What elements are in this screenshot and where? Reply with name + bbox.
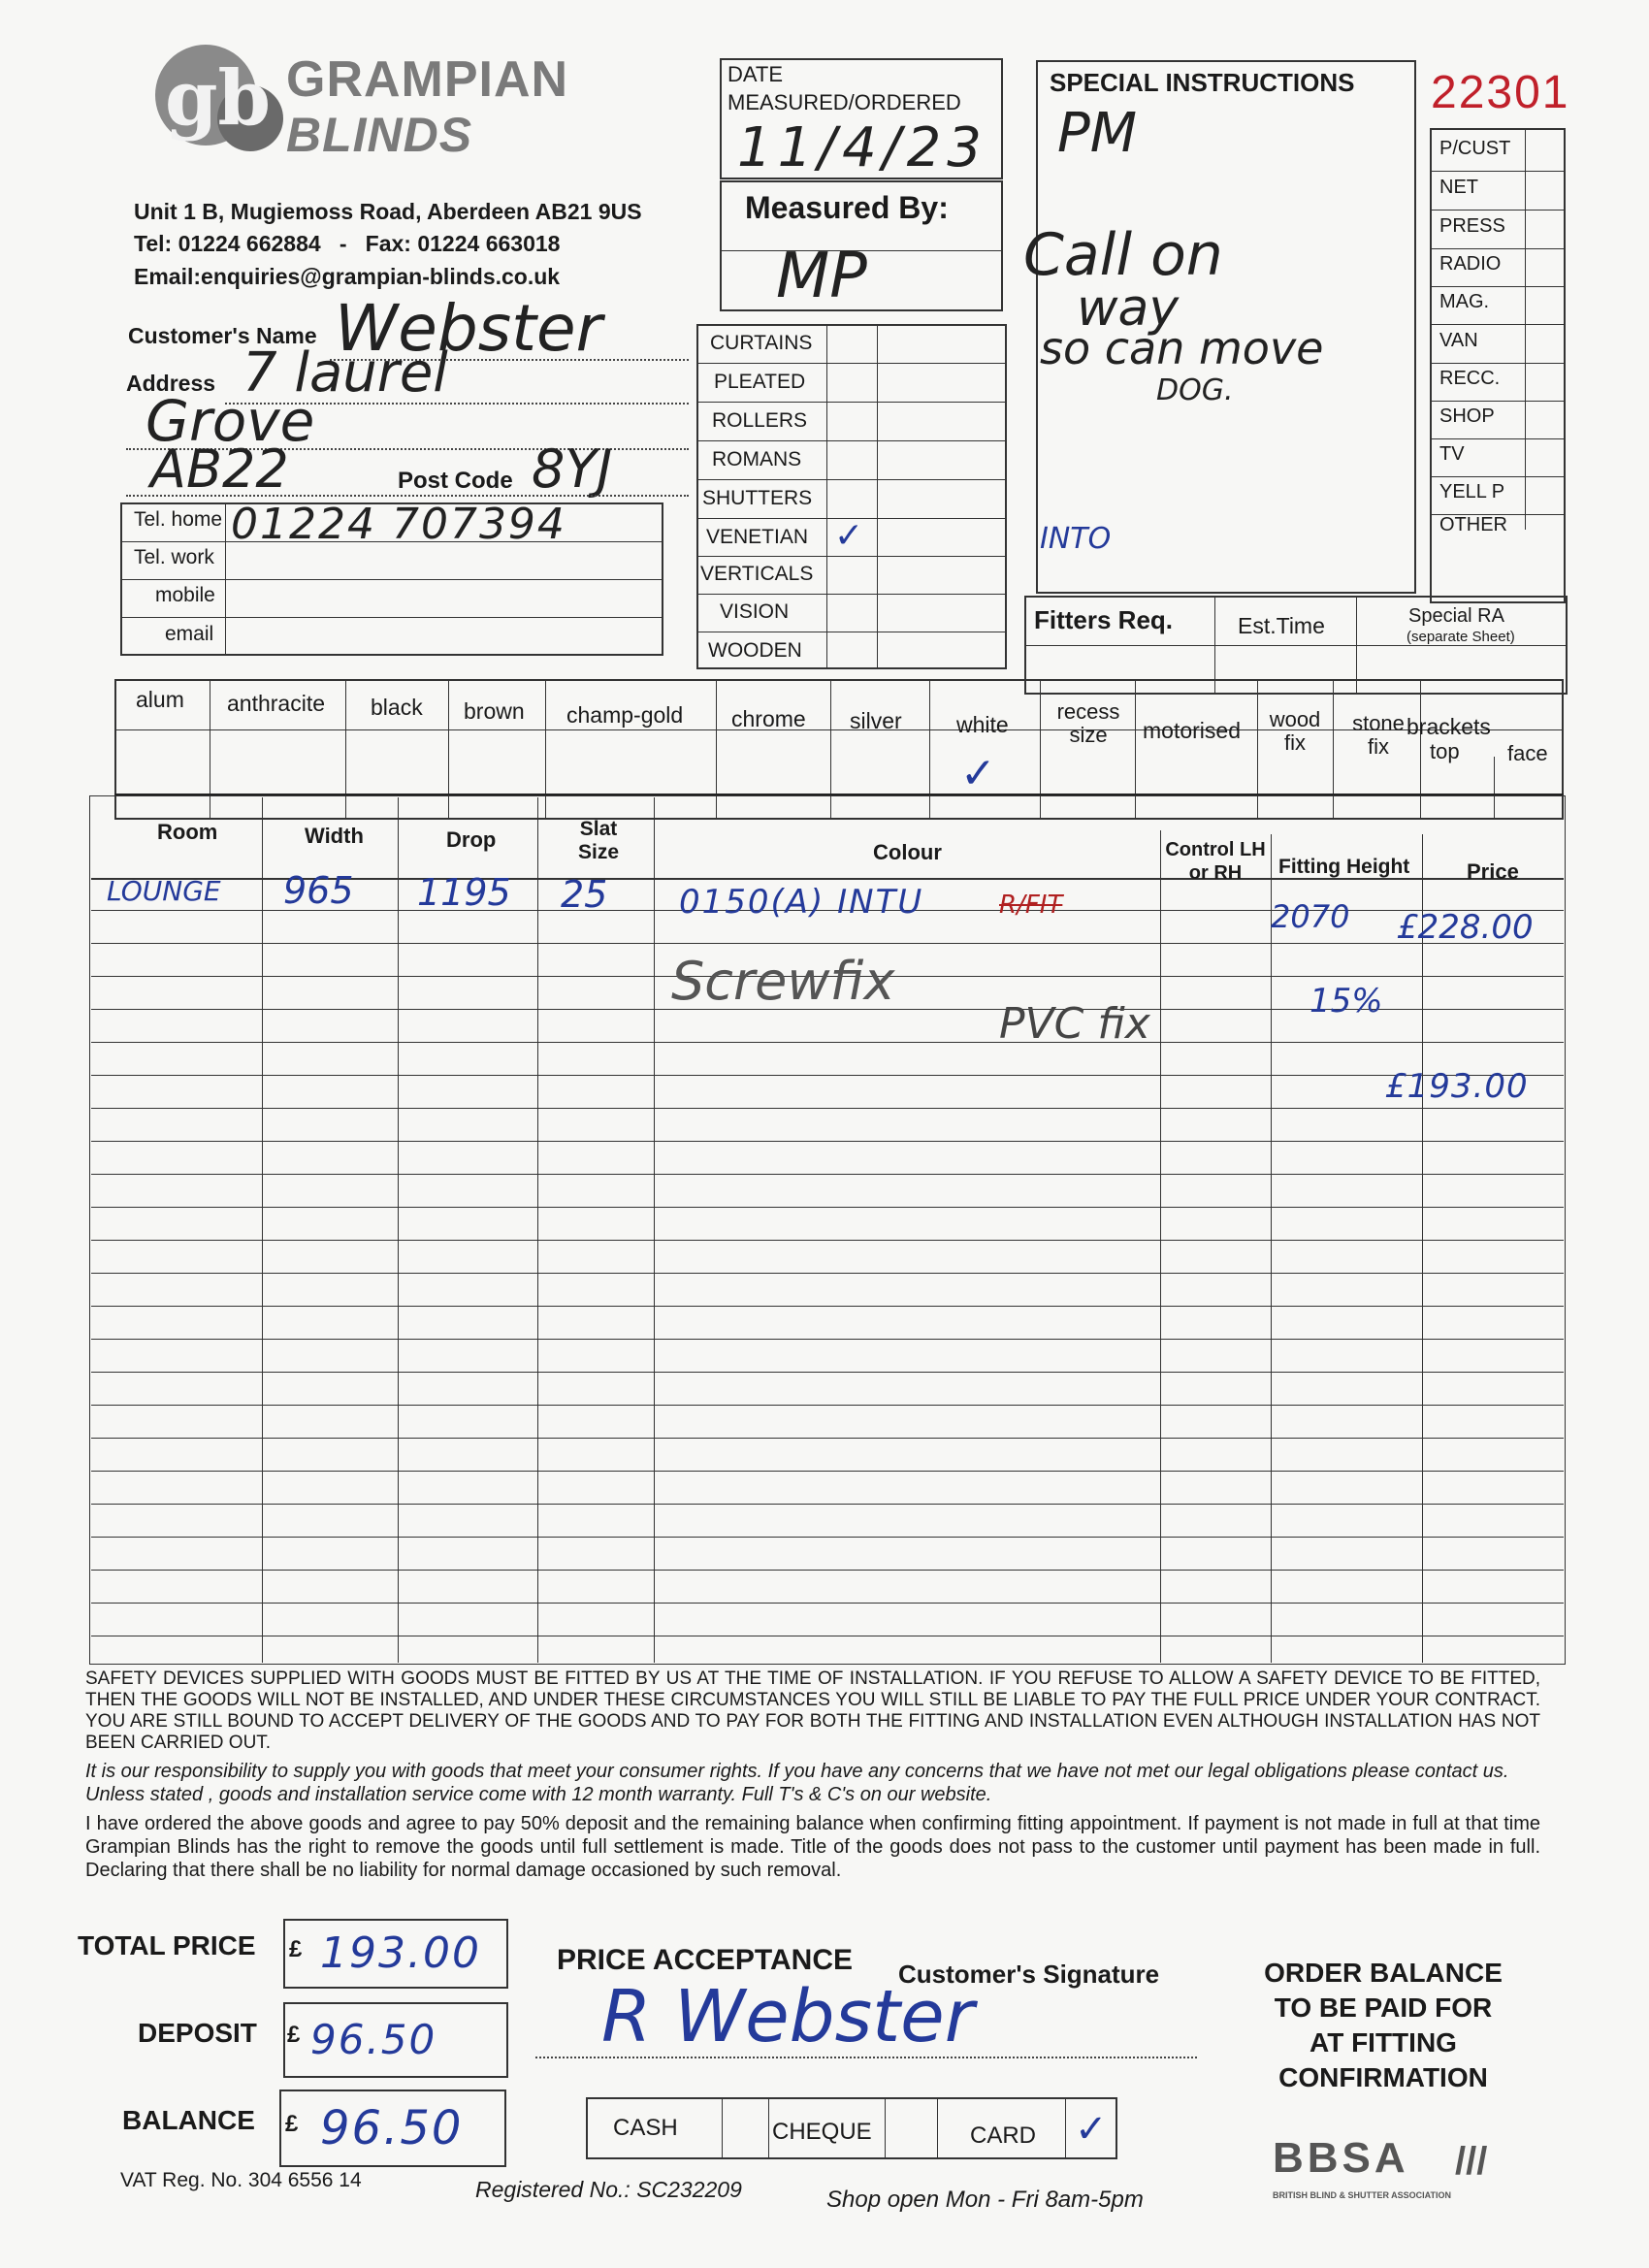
registered-no: Registered No.: SC232209 [475,2177,742,2202]
white-check[interactable]: ✓ [960,749,996,798]
blind-type-curtains[interactable]: CURTAINS [710,332,813,354]
option-white[interactable]: white [956,712,1009,737]
option-brackets-top[interactable]: top [1430,739,1460,763]
source-radio[interactable]: RADIO [1439,253,1502,275]
source-yellp[interactable]: YELL P [1439,481,1505,502]
header-fitting-height: Fitting Height [1278,856,1410,878]
postcode-label: Post Code [398,468,513,494]
special-instructions-line2: Call on [1023,221,1223,289]
est-time-label: Est.Time [1238,613,1325,638]
tel-home-value[interactable]: 01224 707394 [231,500,566,549]
order-note-line2: TO BE PAID FOR [1274,1993,1493,2023]
order-note-line3: AT FITTING [1310,2027,1457,2057]
address-label: Address [126,371,216,396]
blind-type-shutters[interactable]: SHUTTERS [702,487,813,509]
row1-slat[interactable]: 25 [561,873,608,916]
measured-by-value[interactable]: MP [776,241,867,312]
special-instructions-note: INTO [1040,522,1112,556]
company-address: Unit 1 B, Mugiemoss Road, Aberdeen AB21 9US [134,199,642,224]
source-van[interactable]: VAN [1439,330,1478,351]
option-brackets-face[interactable]: face [1507,741,1548,765]
bbsa-logo: BBSA [1273,2134,1409,2182]
header-room: Room [157,820,218,844]
measured-by-label: Measured By: [745,190,949,225]
source-net[interactable]: NET [1439,177,1478,198]
option-chrome[interactable]: chrome [731,706,806,731]
blind-type-vision[interactable]: VISION [720,600,790,623]
order-note-line1: ORDER BALANCE [1264,1958,1503,1988]
payment-cheque[interactable]: CHEQUE [772,2119,872,2145]
tel-home-label: Tel. home [134,508,223,531]
customer-name[interactable]: Webster [335,291,602,366]
address-line3[interactable]: AB22 [150,438,289,500]
special-ra-label: Special RA [1408,605,1504,627]
option-champ-gold[interactable]: champ-gold [566,702,684,728]
header-width: Width [305,824,364,848]
row2-colour[interactable]: Screwfix [671,951,895,1012]
form-number: 22301 [1431,67,1570,118]
price-acceptance-label: PRICE ACCEPTANCE [557,1944,854,1976]
date-measured-label: DATE MEASURED/ORDERED [728,62,961,114]
balance-value[interactable]: 96.50 [320,2101,464,2155]
option-stone-fix[interactable]: stone fix [1352,711,1405,759]
terms-deposit: I have ordered the above goods and agree to pay 50% deposit and the remaining balance when confirming fitting appointment. If payment is not made in full at that time Grampian Blinds has the right to remove the goods until full settlement is made. Title of the goods does not pass to the customer until payment has been made in full. Declaring that there shall be no liability for normal damage occasioned by such removal. [85,1813,1540,1881]
source-recc[interactable]: RECC. [1439,368,1501,389]
option-anthracite[interactable]: anthracite [227,691,326,716]
option-silver[interactable]: silver [850,708,902,733]
total-price-value[interactable]: 193.00 [320,1928,481,1978]
customer-signature-label: Customer's Signature [898,1960,1160,1989]
blind-type-verticals[interactable]: VERTICALS [700,563,814,585]
option-alum[interactable]: alum [136,687,184,712]
customer-signature[interactable]: R Webster [601,1975,975,2058]
blind-type-venetian[interactable]: VENETIAN [706,526,809,548]
special-instructions-line4: so can move [1040,322,1324,374]
card-check[interactable]: ✓ [1075,2107,1108,2152]
logo-mark [136,39,291,155]
row3-fitting[interactable]: 15% [1310,982,1383,1021]
shop-hours: Shop open Mon - Fri 8am-5pm [826,2187,1144,2213]
total-price-label: TOTAL PRICE [78,1930,256,1960]
blind-type-rollers[interactable]: ROLLERS [712,409,808,432]
header-drop: Drop [446,827,497,852]
source-tv[interactable]: TV [1439,443,1465,465]
tel-work-label: Tel. work [134,546,214,568]
vat-reg: VAT Reg. No. 304 6556 14 [120,2169,362,2191]
deposit-currency: £ [287,2022,301,2048]
special-instructions-line1: PM [1057,102,1138,165]
blind-type-wooden[interactable]: WOODEN [708,639,802,662]
row3-colour[interactable]: PVC fix [999,999,1150,1049]
header-price: Price [1467,859,1519,884]
order-note-line4: CONFIRMATION [1278,2062,1488,2092]
row1-room[interactable]: LOUNGE [107,875,221,907]
terms-safety: SAFETY DEVICES SUPPLIED WITH GOODS MUST BE FITTED BY US AT THE TIME OF INSTALLATION. IF YOU REFUSE TO ALLOW A SAFETY DEVICE TO BE FITTED, THEN THE GOODS WILL NOT BE INSTALLED, AND UNDER THESE CIRCUMSTANCES YOU WILL STILL BE LIABLE TO PAY THE FULL PRICE UNDER YOUR CONTRACT. YOU ARE STILL BOUND TO ACCEPT DELIVERY OF THE GOODS AND TO PAY FOR BOTH THE FITTING AND INSTALLATION EVEN ALTHOUGH INSTALLATION HAS NOT BEEN CARRIED OUT. [85,1669,1540,1753]
company-name-line2: BLINDS [286,108,473,162]
source-mag[interactable]: MAG. [1439,291,1490,312]
blind-type-pleated[interactable]: PLEATED [714,371,806,393]
company-name-line1: GRAMPIAN [286,51,569,108]
special-instructions-label: SPECIAL INSTRUCTIONS [1050,68,1355,97]
balance-label: BALANCE [122,2105,255,2135]
row1-width[interactable]: 965 [283,869,354,912]
row1-price[interactable]: £228.00 [1397,908,1534,947]
bbsa-slash-icon: /// [1455,2140,1488,2183]
row1-drop[interactable]: 1195 [417,871,511,914]
header-slat-size: Slat Size [577,818,620,863]
terms-consumer-rights: It is our responsibility to supply you with goods that meet your consumer rights. If you have any concerns that we have not met our legal obligations please contact us. Unless stated , goods and installation service come with 12 month warranty. Full T's & C's on our website. [85,1761,1509,1805]
option-recess-size[interactable]: recess size [1056,699,1120,747]
option-wood-fix[interactable]: wood fix [1269,707,1321,755]
row1-colour-strike: R/FIT [999,891,1063,920]
date-measured-value[interactable]: 11/4/23 [737,116,987,179]
row1-colour[interactable]: 0150(A) INTU [679,883,924,922]
source-pcust[interactable]: P/CUST [1439,138,1511,159]
total-currency: £ [289,1936,303,1962]
company-phone-fax: Tel: 01224 662884 - Fax: 01224 663018 [134,231,561,256]
deposit-label: DEPOSIT [138,2018,257,2048]
email-label: email [165,623,214,645]
postcode[interactable]: 8YJ [532,438,613,500]
address-line2[interactable]: Grove [146,388,315,454]
special-instructions-line3: way [1077,279,1180,338]
venetian-check[interactable]: ✓ [834,516,864,556]
fitters-req-label: Fitters Req. [1034,605,1174,634]
source-shop[interactable]: SHOP [1439,405,1495,427]
mobile-label: mobile [155,584,215,606]
special-instructions-line5: DOG. [1156,373,1234,407]
bbsa-subtitle: BRITISH BLIND & SHUTTER ASSOCIATION [1273,2190,1451,2200]
payment-cash[interactable]: CASH [613,2115,678,2141]
deposit-value[interactable]: 96.50 [310,2016,437,2063]
row4-price[interactable]: £193.00 [1385,1067,1529,1106]
header-control: Control LH or RH [1165,839,1266,884]
payment-card[interactable]: CARD [970,2122,1037,2149]
address-line1[interactable]: 7 laurel [242,341,448,405]
row1-fitting[interactable]: 2070 [1271,898,1350,935]
option-brown[interactable]: brown [464,698,525,724]
option-black[interactable]: black [371,695,423,720]
special-ra-sub: (separate Sheet) [1406,629,1515,645]
option-brackets[interactable]: brackets [1406,714,1491,739]
option-motorised[interactable]: motorised [1143,718,1241,743]
header-colour: Colour [873,840,942,864]
customer-name-label: Customer's Name [128,323,317,348]
company-logo [136,39,291,155]
company-email: Email:enquiries@grampian-blinds.co.uk [134,264,561,289]
source-other[interactable]: OTHER [1439,514,1507,535]
source-press[interactable]: PRESS [1439,215,1505,237]
blind-type-romans[interactable]: ROMANS [712,448,802,470]
logo-text: gb [165,54,272,143]
balance-currency: £ [285,2111,299,2137]
